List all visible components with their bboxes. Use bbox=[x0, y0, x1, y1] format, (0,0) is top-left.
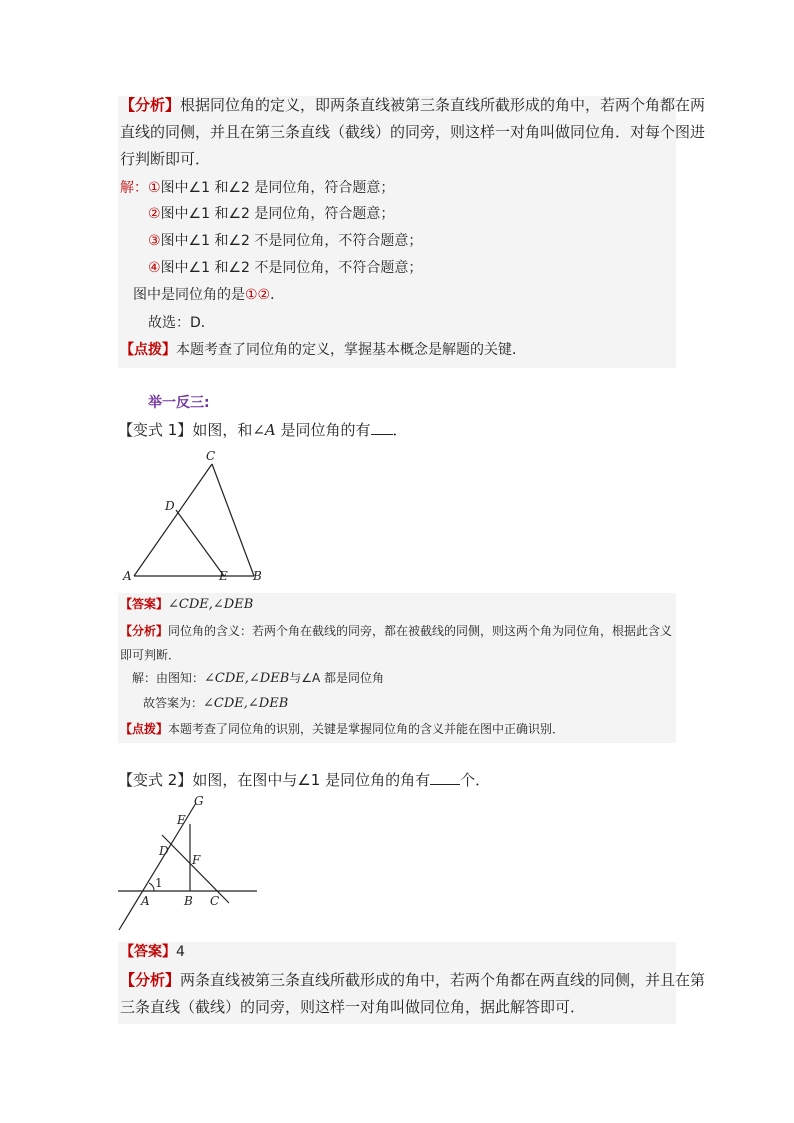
example-analysis-line-3 bbox=[120, 149, 210, 169]
variant1-tag: 【变式 1】 bbox=[118, 421, 193, 439]
label-A: A bbox=[123, 569, 132, 583]
solution-label: 解： bbox=[120, 180, 148, 196]
solution-prefix: 解：由图知： bbox=[132, 671, 205, 685]
label-B: B bbox=[184, 894, 193, 908]
segment-BC bbox=[212, 464, 254, 576]
variant2-tag: 【变式 2】 bbox=[118, 771, 193, 789]
label-1: 1 bbox=[155, 876, 163, 890]
solution-item-1 bbox=[120, 178, 394, 198]
analysis-text: 同位角的含义：若两个角在截线的同旁，都在被截线的同侧，则这两个角为同位角，根据此含义 bbox=[168, 624, 673, 638]
variant1-analysis-line-1 bbox=[120, 621, 672, 641]
item-text: 图中∠1 和∠2 不是同位角，不符合题意； bbox=[160, 260, 423, 276]
variant2-answer bbox=[120, 942, 185, 962]
solution-suffix: 与∠A 都是同位角 bbox=[289, 671, 385, 685]
label-A: A bbox=[141, 894, 150, 908]
variant1-question-suffix: 是同位角的有 bbox=[275, 421, 371, 439]
comment-tag: 【点拨】 bbox=[120, 722, 169, 736]
variant1-comment bbox=[120, 719, 564, 739]
comment-text: 本题考查了同位角的定义，掌握基本概念是解题的关键． bbox=[176, 342, 526, 358]
variant2-analysis-line-2 bbox=[120, 997, 585, 1017]
variant1-question-prefix: 如图，和 bbox=[192, 421, 253, 439]
label-E: E bbox=[219, 569, 228, 583]
answer-tag: 【答案】 bbox=[120, 944, 176, 960]
solution-angles: ∠CDE,∠DEB bbox=[204, 671, 290, 686]
variant1-final-answer bbox=[143, 693, 288, 714]
analysis-text: 行判断即可． bbox=[120, 150, 211, 168]
label-F: F bbox=[192, 853, 201, 867]
label-C: C bbox=[210, 894, 220, 908]
analysis-tag: 【分析】 bbox=[120, 96, 181, 114]
answer-blank bbox=[371, 420, 393, 435]
variant2-question-prefix: 如图，在图中与∠1 是同位角的角有 bbox=[192, 771, 431, 789]
analysis-tag: 【分析】 bbox=[120, 971, 181, 989]
line-DC bbox=[162, 835, 229, 903]
conclusion-numbers: ①② bbox=[245, 287, 271, 303]
variant2-analysis-line-1 bbox=[120, 970, 705, 990]
solution-conclusion bbox=[133, 285, 284, 305]
item-number: ② bbox=[148, 206, 161, 222]
variant1-question-end: ． bbox=[392, 421, 408, 439]
variant1-angle: ∠A bbox=[252, 421, 276, 439]
section-title bbox=[148, 393, 210, 413]
label-B: B bbox=[253, 569, 262, 583]
comment-text: 本题考查了同位角的识别，关键是掌握同位角的含义并能在图中正确识别． bbox=[168, 722, 565, 736]
label-G: G bbox=[194, 794, 204, 808]
label-D: D bbox=[165, 499, 175, 513]
conclusion-prefix: 图中是同位角的是 bbox=[133, 287, 245, 303]
solution-choice bbox=[148, 313, 215, 333]
item-text: 图中∠1 和∠2 不是同位角，不符合题意； bbox=[160, 233, 423, 249]
item-number: ③ bbox=[148, 233, 161, 249]
item-text: 图中∠1 和∠2 是同位角，符合题意； bbox=[160, 180, 395, 196]
label-D: D bbox=[159, 844, 169, 858]
item-text: 图中∠1 和∠2 是同位角，符合题意； bbox=[160, 206, 395, 222]
solution-item-3 bbox=[148, 231, 422, 251]
label-E: E bbox=[177, 813, 186, 827]
segment-AC bbox=[134, 464, 212, 576]
example-analysis-line-2 bbox=[120, 122, 705, 142]
variant1-question bbox=[118, 420, 408, 440]
final-prefix: 故答案为： bbox=[143, 696, 204, 710]
variant2-question bbox=[118, 770, 490, 790]
section-title-text: 举一反三: bbox=[148, 395, 210, 411]
answer-text: ∠CDE,∠DEB bbox=[168, 597, 254, 612]
analysis-text: 直线的同侧，并且在第三条直线（截线）的同旁，则这样一对角叫做同位角．对每个图进 bbox=[120, 123, 706, 141]
analysis-text: 根据同位角的定义，即两条直线被第三条直线所截形成的角中，若两个角都在两 bbox=[180, 96, 706, 114]
angle-1-arc bbox=[149, 883, 154, 891]
solution-item-4 bbox=[148, 258, 422, 278]
choice-text: 故选：D． bbox=[148, 315, 215, 331]
variant1-triangle-figure bbox=[120, 446, 280, 586]
example-analysis-line-1 bbox=[120, 95, 705, 115]
variant1-solution bbox=[132, 668, 384, 689]
comment-tag: 【点拨】 bbox=[120, 342, 176, 358]
analysis-text: 三条直线（截线）的同旁，则这样一对角叫做同位角，据此解答即可． bbox=[120, 998, 586, 1016]
analysis-text: 即可判断． bbox=[120, 648, 181, 662]
analysis-tag: 【分析】 bbox=[120, 624, 169, 638]
variant2-question-suffix: 个． bbox=[460, 771, 491, 789]
variant1-analysis-line-2 bbox=[120, 645, 180, 665]
item-number: ① bbox=[148, 180, 161, 196]
conclusion-suffix: ． bbox=[270, 287, 285, 303]
answer-tag: 【答案】 bbox=[120, 597, 169, 611]
label-C: C bbox=[206, 449, 216, 463]
variant2-lines-figure bbox=[116, 793, 276, 933]
segment-DE bbox=[176, 510, 224, 576]
variant1-answer bbox=[120, 594, 253, 615]
item-number: ④ bbox=[148, 260, 161, 276]
answer-text: 4 bbox=[176, 944, 185, 960]
answer-blank bbox=[430, 770, 460, 785]
example-comment bbox=[120, 340, 526, 360]
solution-item-2 bbox=[148, 204, 394, 224]
final-angles: ∠CDE,∠DEB bbox=[203, 696, 289, 711]
analysis-text: 两条直线被第三条直线所截形成的角中，若两个角都在两直线的同侧，并且在第 bbox=[180, 971, 706, 989]
